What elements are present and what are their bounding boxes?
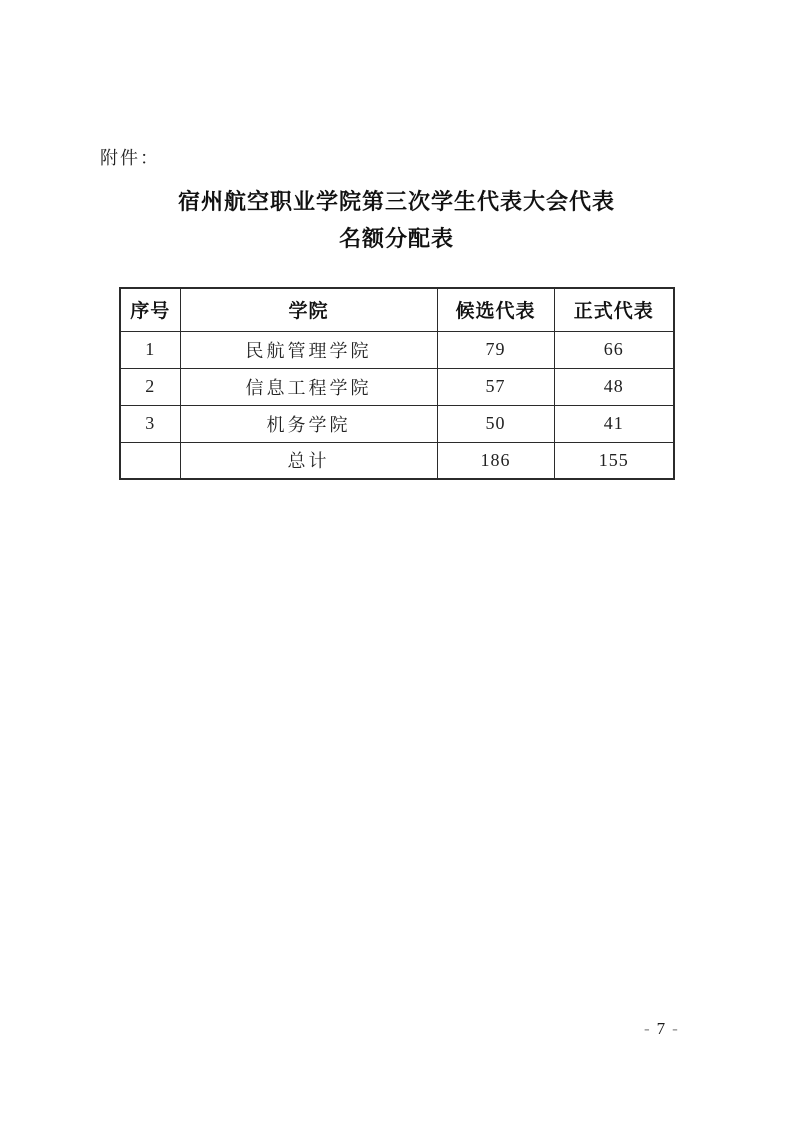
header-college: 学院 — [180, 288, 437, 331]
cell-candidate: 79 — [437, 331, 554, 368]
cell-no: 1 — [120, 331, 180, 368]
cell-formal: 48 — [554, 368, 674, 405]
title-line-1: 宿州航空职业学院第三次学生代表大会代表 — [177, 189, 615, 214]
page-number-dash-right: - — [672, 1019, 678, 1038]
cell-no: 3 — [120, 405, 180, 442]
cell-candidate: 57 — [437, 368, 554, 405]
header-no: 序号 — [120, 288, 180, 331]
header-candidate: 候选代表 — [437, 288, 554, 331]
allocation-table — [119, 287, 675, 480]
cell-candidate: 50 — [437, 405, 554, 442]
table-total-row — [120, 442, 674, 479]
cell-formal: 66 — [554, 331, 674, 368]
table-row — [120, 368, 674, 405]
cell-candidate: 186 — [437, 442, 554, 479]
page-number — [640, 1019, 682, 1039]
cell-no: 2 — [120, 368, 180, 405]
cell-college: 机务学院 — [180, 405, 437, 442]
document-title — [0, 183, 793, 257]
cell-college: 总计 — [180, 442, 437, 479]
header-formal: 正式代表 — [554, 288, 674, 331]
cell-college: 信息工程学院 — [180, 368, 437, 405]
table-header-row — [120, 288, 674, 331]
table-row — [120, 405, 674, 442]
page-number-dash-left: - — [644, 1019, 650, 1038]
title-line-2: 名额分配表 — [338, 226, 454, 251]
cell-no — [120, 442, 180, 479]
table-row — [120, 331, 674, 368]
page-number-value: 7 — [656, 1019, 666, 1038]
attachment-label: 附件： — [100, 148, 160, 168]
cell-formal: 155 — [554, 442, 674, 479]
cell-formal: 41 — [554, 405, 674, 442]
cell-college: 民航管理学院 — [180, 331, 437, 368]
